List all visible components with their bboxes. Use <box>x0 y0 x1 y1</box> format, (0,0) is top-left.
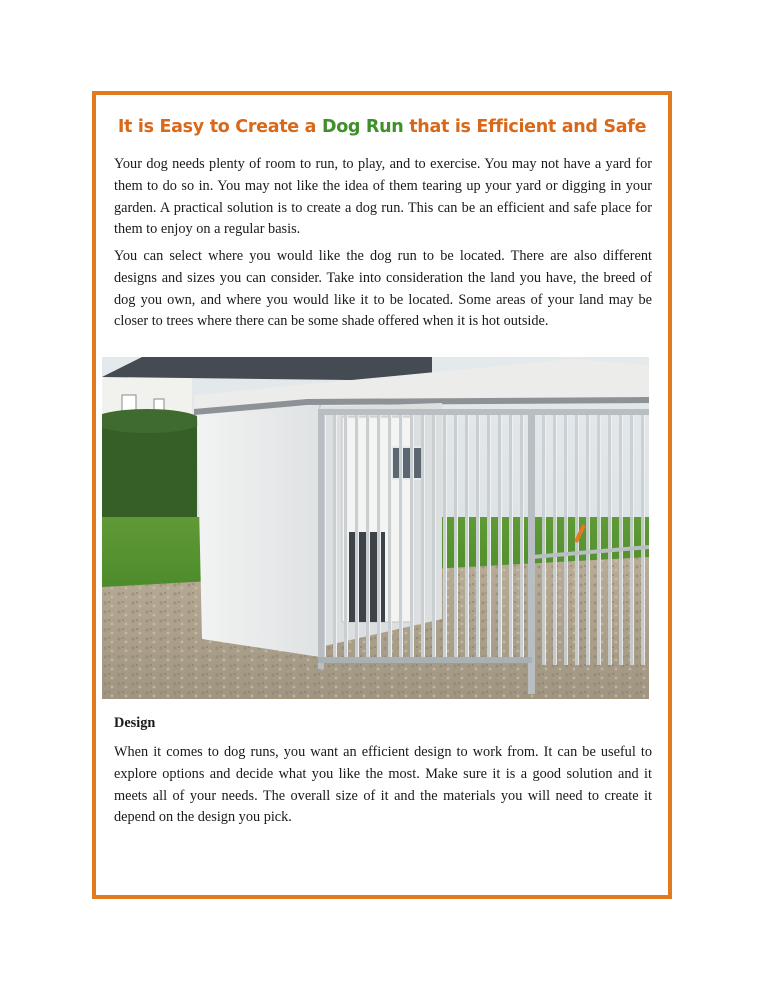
article-title <box>96 117 668 137</box>
title-text-before: It is Easy to Create a <box>117 117 322 137</box>
paragraph-intro: Your dog needs plenty of room to run, to play, and to exercise. You may not have a yard for them to do so in. You may not like the idea of them tearing up your yard or digging in your garden. A practical solution is to create a dog run. This can be an efficient and safe place for them to enjoy on a regular basis. <box>114 156 652 238</box>
title-text-after: that is Efficient and Safe <box>403 117 647 137</box>
dog-run-photo <box>102 357 649 699</box>
title-accent: Dog Run <box>321 117 404 137</box>
page-frame <box>92 91 672 899</box>
paragraph-location: You can select where you would like the dog run to be located. There are also different designs and sizes you can consider. Take into consideration the land you have, the breed of dog you own, and where you would like it to be located. Some areas of your land may be closer to trees where there can be some shade offered when it is hot outside. <box>114 248 652 330</box>
section-heading-design: Design <box>114 715 156 731</box>
paragraph-design: When it comes to dog runs, you want an efficient design to work from. It can be useful to explore options and decide what you like the most. Make sure it is a good solution and it meets all of your needs. The overall size of it and the materials you will need to create it depend on the design you pick. <box>114 744 652 826</box>
